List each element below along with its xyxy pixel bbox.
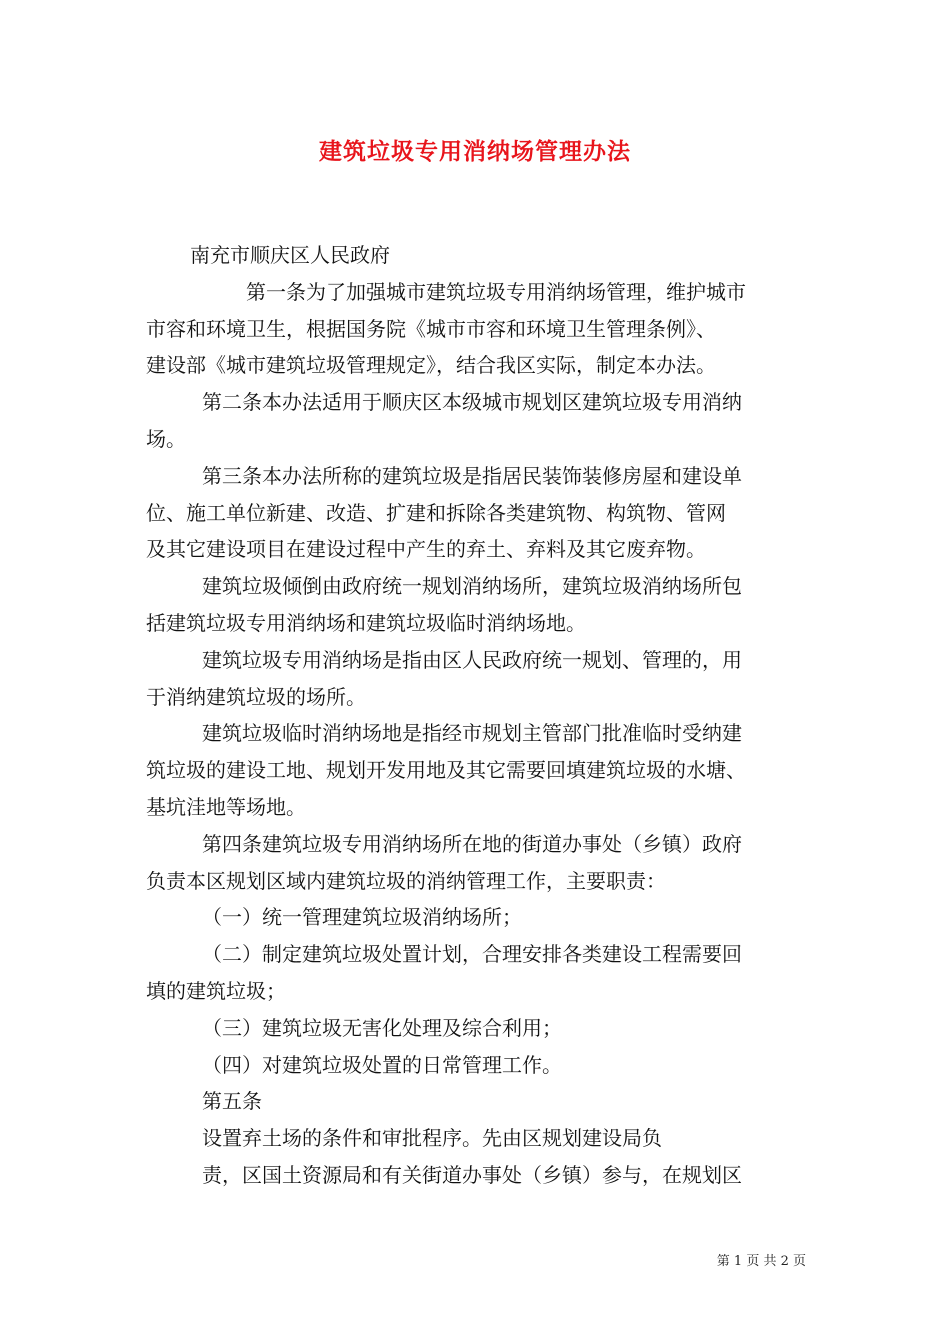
document-title: 建筑垃圾专用消纳场管理办法 — [319, 138, 631, 165]
text-line: 第四条建筑垃圾专用消纳场所在地的街道办事处（乡镇）政府 — [202, 831, 742, 856]
text-line: 建筑垃圾专用消纳场是指由区人民政府统一规划、管理的，用 — [202, 647, 742, 672]
text-line: 场。 — [146, 426, 186, 451]
text-line: 位、施工单位新建、改造、扩建和拆除各类建筑物、构筑物、管网 — [146, 500, 726, 525]
text-line: （四）对建筑垃圾处置的日常管理工作。 — [202, 1052, 562, 1077]
text-line: 括建筑垃圾专用消纳场和建筑垃圾临时消纳场地。 — [146, 610, 586, 635]
text-line: 建筑垃圾倾倒由政府统一规划消纳场所，建筑垃圾消纳场所包 — [202, 574, 742, 599]
text-line: 南充市顺庆区人民政府 — [190, 243, 390, 267]
text-line: 第五条 — [202, 1089, 262, 1114]
text-line: 负责本区规划区域内建筑垃圾的消纳管理工作，主要职责： — [146, 868, 666, 893]
text-line: 第三条本办法所称的建筑垃圾是指居民装饰装修房屋和建设单 — [202, 463, 742, 488]
document-body — [146, 237, 812, 1194]
text-line: 市容和环境卫生，根据国务院《城市市容和环境卫生管理条例》、 — [146, 316, 716, 341]
text-line: （一）统一管理建筑垃圾消纳场所； — [202, 905, 522, 930]
text-line: 筑垃圾的建设工地、规划开发用地及其它需要回填建筑垃圾的水塘、 — [146, 758, 746, 783]
text-line: （二）制定建筑垃圾处置计划，合理安排各类建设工程需要回 — [202, 942, 742, 967]
text-line: 建筑垃圾临时消纳场地是指经市规划主管部门批准临时受纳建 — [202, 721, 742, 746]
text-line: 及其它建设项目在建设过程中产生的弃土、弃料及其它废弃物。 — [146, 537, 706, 562]
text-line: （三）建筑垃圾无害化处理及综合利用； — [202, 1015, 562, 1040]
text-line: 基坑洼地等场地。 — [146, 794, 306, 819]
text-line: 第一条为了加强城市建筑垃圾专用消纳场管理，维护城市 — [246, 279, 746, 304]
text-line: 于消纳建筑垃圾的场所。 — [146, 684, 366, 709]
text-line: 设置弃土场的条件和审批程序。先由区规划建设局负 — [202, 1126, 662, 1151]
text-line: 责，区国土资源局和有关街道办事处（乡镇）参与，在规划区 — [202, 1162, 742, 1187]
page-number: 第 1 页 共 2 页 — [716, 1254, 806, 1269]
text-line: 第二条本办法适用于顺庆区本级城市规划区建筑垃圾专用消纳 — [202, 390, 742, 415]
text-line: 填的建筑垃圾； — [146, 978, 286, 1003]
text-line: 建设部《城市建筑垃圾管理规定》，结合我区实际，制定本办法。 — [146, 353, 716, 378]
